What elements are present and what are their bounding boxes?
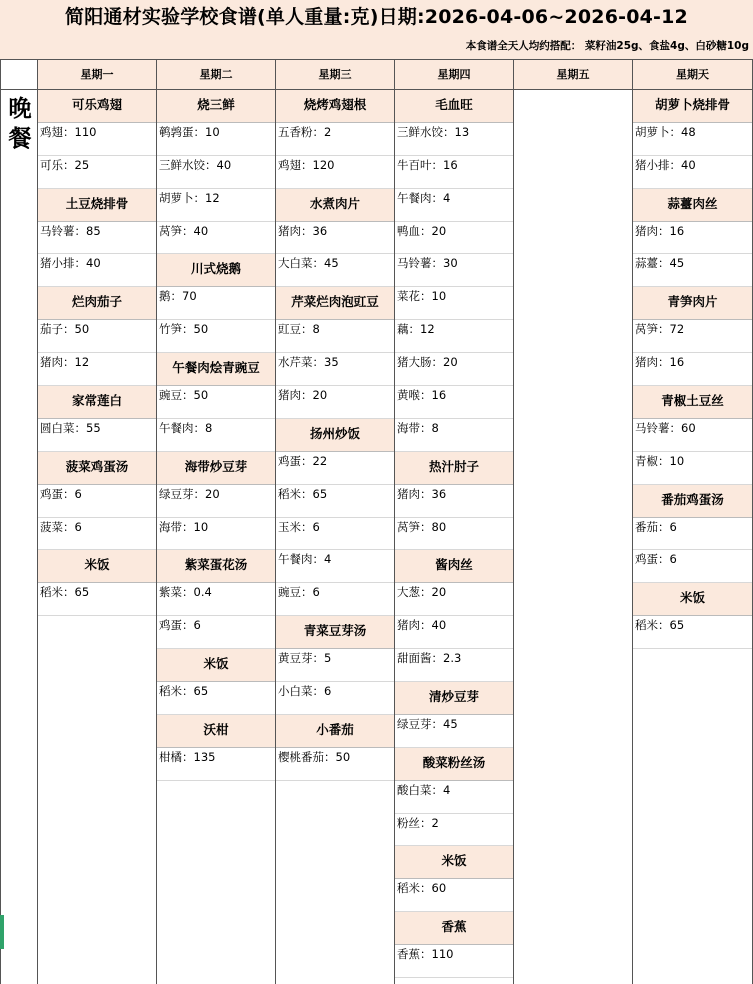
ingredient-item: 三鲜水饺：13: [395, 123, 513, 156]
ingredient-item: 青椒：10: [633, 452, 752, 485]
dish-name: 酸菜粉丝汤: [395, 748, 513, 781]
ingredient-item: 鸡蛋：6: [38, 485, 156, 518]
day-header: 星期四: [395, 60, 513, 90]
dish-name: 烂肉茄子: [38, 287, 156, 320]
ingredient-item: 可乐：25: [38, 156, 156, 189]
day-header: 星期二: [157, 60, 275, 90]
dish-name: 米饭: [157, 649, 275, 682]
ingredient-item: 牛百叶：16: [395, 156, 513, 189]
ingredient-item: 三鲜水饺：40: [157, 156, 275, 189]
dish-name: 扬州炒饭: [276, 419, 394, 452]
dish-name: 水煮肉片: [276, 189, 394, 222]
dish-name: 沃柑: [157, 715, 275, 748]
dish-name: 菠菜鸡蛋汤: [38, 452, 156, 485]
day-column: [38, 60, 157, 984]
dish-name: 午餐肉烩青豌豆: [157, 353, 275, 386]
ingredient-item: 玉米：6: [276, 518, 394, 551]
day-column: [395, 60, 514, 984]
page-title: 简阳通材实验学校食谱(单人重量:克)日期:2026-04-06~2026-04-12: [65, 6, 688, 28]
day-menu: [276, 90, 394, 781]
ingredient-item: 豌豆：50: [157, 386, 275, 419]
ingredient-item: 胡萝卜：48: [633, 123, 752, 156]
dish-name: 青笋肉片: [633, 287, 752, 320]
ingredient-item: 猪肉：36: [395, 485, 513, 518]
dish-name: 酱肉丝: [395, 550, 513, 583]
ingredient-item: 绿豆芽：20: [157, 485, 275, 518]
dish-name: 热汁肘子: [395, 452, 513, 485]
ingredient-item: 番茄：6: [633, 518, 752, 551]
dish-name: 青菜豆芽汤: [276, 616, 394, 649]
ingredient-item: 鸡翅：110: [38, 123, 156, 156]
ingredient-item: 香蕉：110: [395, 945, 513, 978]
ingredient-item: 小白菜：6: [276, 682, 394, 715]
meal-label-cell: [0, 90, 38, 984]
ingredient-item: 马铃薯：30: [395, 254, 513, 287]
ingredient-item: 稻米：65: [633, 616, 752, 649]
ingredient-item: 黄豆芽：5: [276, 649, 394, 682]
ingredient-item: 莴笋：72: [633, 320, 752, 353]
ingredient-item: 午餐肉：4: [395, 189, 513, 222]
ingredient-item: 蒜薹：45: [633, 254, 752, 287]
ingredient-item: 猪肉：20: [276, 386, 394, 419]
ingredient-item: 猪肉：36: [276, 222, 394, 255]
dish-name: 家常莲白: [38, 386, 156, 419]
ingredient-item: 莴笋：80: [395, 518, 513, 551]
day-column: [514, 60, 633, 984]
ingredient-item: 大白菜：45: [276, 254, 394, 287]
ingredient-item: 五香粉：2: [276, 123, 394, 156]
ingredient-item: 柑橘：135: [157, 748, 275, 781]
day-menu: [38, 90, 156, 616]
ingredient-item: 马铃薯：85: [38, 222, 156, 255]
ingredient-item: 稻米：60: [395, 879, 513, 912]
ingredient-item: 菠菜：6: [38, 518, 156, 551]
ingredient-item: 猪肉：12: [38, 353, 156, 386]
dish-name: 小番茄: [276, 715, 394, 748]
ingredient-item: 马铃薯：60: [633, 419, 752, 452]
ingredient-item: 胡萝卜：12: [157, 189, 275, 222]
dish-name: 海带炒豆芽: [157, 452, 275, 485]
ingredient-item: 鸭血：20: [395, 222, 513, 255]
ingredient-item: 鸡蛋：22: [276, 452, 394, 485]
dish-name: 烧烤鸡翅根: [276, 90, 394, 123]
ingredient-item: 猪肉：16: [633, 222, 752, 255]
ingredient-item: 猪小排：40: [633, 156, 752, 189]
ingredient-item: 猪肉：16: [633, 353, 752, 386]
ingredient-item: 竹笋：50: [157, 320, 275, 353]
ingredient-item: 豇豆：8: [276, 320, 394, 353]
ingredient-item: 午餐肉：4: [276, 550, 394, 583]
ingredient-item: 圆白菜：55: [38, 419, 156, 452]
meal-label: 晚餐: [8, 95, 32, 152]
ingredient-item: 藕：12: [395, 320, 513, 353]
day-menu: [395, 90, 513, 978]
ingredient-item: 稻米：65: [157, 682, 275, 715]
ingredient-item: 甜面酱：2.3: [395, 649, 513, 682]
dish-name: 米饭: [395, 846, 513, 879]
ingredient-item: 鹌鹑蛋：10: [157, 123, 275, 156]
ingredient-item: 海带：10: [157, 518, 275, 551]
ingredient-item: 稻米：65: [276, 485, 394, 518]
ingredient-item: 稻米：65: [38, 583, 156, 616]
dish-name: 毛血旺: [395, 90, 513, 123]
ingredient-item: 黄喉：16: [395, 386, 513, 419]
header: [0, 0, 753, 60]
ingredient-item: 鸡翅：120: [276, 156, 394, 189]
ingredient-item: 豌豆：6: [276, 583, 394, 616]
ingredient-item: 莴笋：40: [157, 222, 275, 255]
dish-name: 烧三鲜: [157, 90, 275, 123]
dish-name: 可乐鸡翅: [38, 90, 156, 123]
ingredient-item: 猪肉：40: [395, 616, 513, 649]
day-header: 星期一: [38, 60, 156, 90]
day-column: [157, 60, 276, 984]
day-header: 星期天: [633, 60, 752, 90]
dish-name: 米饭: [38, 550, 156, 583]
sheet-marker: [0, 915, 4, 949]
dish-name: 紫菜蛋花汤: [157, 550, 275, 583]
ingredient-item: 鸡蛋：6: [633, 550, 752, 583]
ingredient-item: 紫菜：0.4: [157, 583, 275, 616]
ingredient-item: 午餐肉：8: [157, 419, 275, 452]
dish-name: 番茄鸡蛋汤: [633, 485, 752, 518]
ingredient-item: 鸡蛋：6: [157, 616, 275, 649]
ingredient-item: 绿豆芽：45: [395, 715, 513, 748]
day-header: 星期三: [276, 60, 394, 90]
day-column: [276, 60, 395, 984]
ingredient-item: 猪小排：40: [38, 254, 156, 287]
dish-name: 芹菜烂肉泡豇豆: [276, 287, 394, 320]
ingredient-item: 猪大肠：20: [395, 353, 513, 386]
dish-name: 米饭: [633, 583, 752, 616]
day-menu: [633, 90, 752, 649]
dish-name: 川式烧鹅: [157, 254, 275, 287]
ingredient-item: 海带：8: [395, 419, 513, 452]
ingredient-item: 鹅：70: [157, 287, 275, 320]
dish-name: 清炒豆芽: [395, 682, 513, 715]
day-column: [633, 60, 753, 984]
day-menu: [157, 90, 275, 781]
dish-name: 胡萝卜烧排骨: [633, 90, 752, 123]
oil-salt-sugar-note: 本食谱全天人均约搭配： 菜籽油25g、食盐4g、白砂糖10g: [465, 40, 749, 52]
dish-name: 蒜薹肉丝: [633, 189, 752, 222]
corner-cell: [0, 60, 38, 90]
ingredient-item: 大葱：20: [395, 583, 513, 616]
dish-name: 香蕉: [395, 912, 513, 945]
ingredient-item: 茄子：50: [38, 320, 156, 353]
ingredient-item: 菜花：10: [395, 287, 513, 320]
ingredient-item: 酸白菜：4: [395, 781, 513, 814]
dish-name: 土豆烧排骨: [38, 189, 156, 222]
ingredient-item: 粉丝：2: [395, 814, 513, 847]
ingredient-item: 水芹菜：35: [276, 353, 394, 386]
day-header: 星期五: [514, 60, 632, 90]
dish-name: 青椒土豆丝: [633, 386, 752, 419]
ingredient-item: 樱桃番茄：50: [276, 748, 394, 781]
